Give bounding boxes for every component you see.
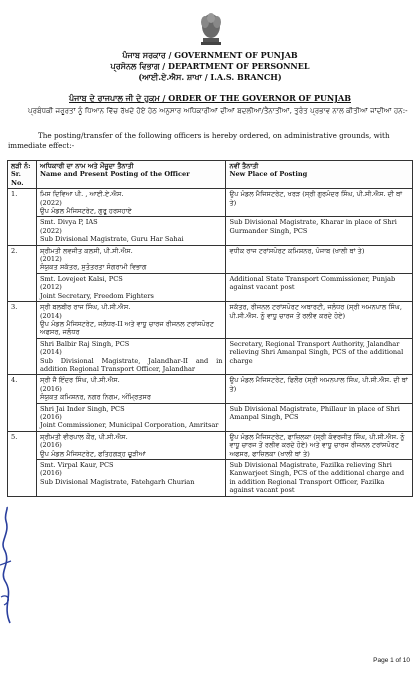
officer-batch: (2016) xyxy=(39,469,62,478)
cell-officer-punjabi xyxy=(36,375,226,403)
officer-present-post: ਉਪ ਮੰਡਲ ਮੈਜਿਸਟਰੇਟ, ਗੁਰੂ ਹਰਸਹਾਏ xyxy=(39,207,132,216)
table-row xyxy=(8,245,413,273)
table-row xyxy=(8,338,413,375)
cell-officer-english xyxy=(36,273,226,301)
header-department: ਪ੍ਰਸੋਨਲ ਵਿਭਾਗ / DEPARTMENT OF PERSONNEL xyxy=(110,61,310,71)
officer-present-post: Sub Divisional Magistrate, Jalandhar-II and in addition Regional Transport Officer, Jalandhar xyxy=(39,356,223,373)
officer-batch: (2012) xyxy=(39,255,62,264)
officer-name: ਸ੍ਰੀ ਬਲਬੀਰ ਰਾਜ ਸਿੰਘ, ਪੀ.ਸੀ.ਐਸ. xyxy=(39,303,131,312)
postings-table xyxy=(7,160,413,497)
cell-new-posting-english: Secretary, Regional Transport Authority, Jalandhar relieving Shri Amanpal Singh, PCS of the additional charge xyxy=(226,338,413,375)
officer-batch: (2014) xyxy=(39,311,62,320)
officer-batch: (2016) xyxy=(39,412,62,421)
cell-officer-punjabi xyxy=(36,189,226,217)
table-header-row xyxy=(8,161,413,189)
cell-sr-no: 4. xyxy=(8,375,37,431)
table-row xyxy=(8,189,413,217)
intro-punjabi: ਪ੍ਰਬੰਧਕੀ ਜਰੂਰਤਾਂ ਨੂੰ ਧਿਆਨ ਵਿੱਚ ਰੱਖਦੇ ਹੋਏ ਹੇਠ ਅਨੁਸਾਰ ਅਧਿਕਾਰੀਆਂ ਦੀਆਂ ਬਦਲੀਆਂ/ਤੈਨਾਤੀਆਂ, ਤੁਰੰਤ ਪ੍ਰਭਾਵ ਨਾਲ ਕੀਤੀਆਂ ਜਾਂਦੀਆਂ ਹਨ:- xyxy=(28,106,408,115)
cell-officer-english xyxy=(36,403,226,431)
header-sr-no xyxy=(8,161,37,189)
officer-present-post: Joint Commissioner, Municipal Corporation, Amritsar xyxy=(39,421,219,430)
officer-present-post: Sub Divisional Magistrate, Fatehgarh Churian xyxy=(39,477,195,486)
officer-name: Smt. Divya P, IAS xyxy=(39,218,98,227)
officer-present-post: ਉਪ ਮੰਡਲ ਮੈਜਿਸਟਰੇਟ, ਜਲੰਧਰ-II ਅਤੇ ਵਾਧੂ ਚਾਰਜ ਰੀਜਨਲ ਟਰਾਂਸਪੋਰਟ ਅਫਸਰ, ਜਲੰਧਰ xyxy=(39,319,214,337)
state-emblem-icon xyxy=(194,8,228,46)
cell-officer-english xyxy=(36,460,226,497)
header-officer xyxy=(36,161,226,189)
officer-batch: (2022) xyxy=(39,198,62,207)
cell-sr-no: 3. xyxy=(8,302,37,375)
cell-officer-punjabi xyxy=(36,245,226,273)
officer-present-post: ਸੰਯੁਕਤ ਸਕੱਤਰ, ਸੁਤੰਤਰਤਾ ਸੰਗਰਾਮੀ ਵਿਭਾਗ xyxy=(39,263,147,272)
officer-present-post: ਉਪ ਮੰਡਲ ਮੈਜਿਸਟਰੇਟ, ਫਤਿਹਗੜ੍ਹ ਚੂੜੀਆਂ xyxy=(39,449,146,458)
cell-officer-punjabi xyxy=(36,302,226,339)
cell-new-posting-english: Additional State Transport Commissioner, Punjab against vacant post xyxy=(226,273,413,301)
table-row xyxy=(8,273,413,301)
officer-batch: (2022) xyxy=(39,226,62,235)
officer-batch: (2016) xyxy=(39,384,62,393)
table-row xyxy=(8,302,413,339)
header-label: ਲੜੀ ਨੰ: xyxy=(11,162,31,170)
officer-name: ਸ੍ਰੀ ਜੈ ਇੰਦਰ ਸਿੰਘ, ਪੀ.ਸੀ.ਐਸ. xyxy=(39,376,120,385)
officer-name: ਸ਼੍ਰੀਮਤੀ ਲਵਜੀਤ ਕਲਸੀ, ਪੀ.ਸੀ.ਐਸ. xyxy=(39,246,133,255)
cell-sr-no: 2. xyxy=(8,245,37,301)
cell-new-posting-punjabi: ਉਪ ਮੰਡਲ ਮੈਜਿਸਟਰੇਟ, ਫਾਜ਼ਿਲਕਾ (ਸ੍ਰੀ ਕੰਵਰਜੀਤ ਸਿੰਘ, ਪੀ.ਸੀ.ਐਸ. ਨੂੰ ਵਾਧੂ ਚਾਰਜ ਤੋਂ ਰਲੀਵ ਕਰਦੇ ਹੋਏ) ਅਤੇ ਵਾਧੂ ਚਾਰਜ ਰੀਜਨਲ ਟਰਾਂਸਪੋਰਟ ਅਫਸਰ, ਫਾਜ਼ਿਲਕਾ (ਖਾਲੀ ਥਾਂ ਤੇ) xyxy=(226,431,413,459)
header-label: Sr. No. xyxy=(11,170,24,187)
cell-new-posting-punjabi: ਉਪ ਮੰਡਲ ਮੈਜਿਸਟਰੇਟ, ਖਰੜ (ਸ੍ਰੀ ਗੁਰਮੰਦਰ ਸਿੰਘ, ਪੀ.ਸੀ.ਐਸ. ਦੀ ਥਾਂ ਤੇ) xyxy=(226,189,413,217)
header-label: ਨਵੀਂ ਤੈਨਾਤੀ xyxy=(229,162,259,170)
cell-new-posting-english: Sub Divisional Magistrate, Kharar in place of Shri Gurmander Singh, PCS xyxy=(226,217,413,245)
officer-present-post: ਸੰਯੁਕਤ ਕਮਿਸ਼ਨਰ, ਨਗਰ ਨਿਗਮ, ਅੰਮ੍ਰਿਤਸਰ xyxy=(39,393,151,402)
cell-new-posting-punjabi: ਸਕੱਤਰ, ਰੀਜਨਲ ਟਰਾਂਸਪੋਰਟ ਅਥਾਰਟੀ, ਜਲੰਧਰ (ਸ੍ਰੀ ਅਮਨਪਾਲ ਸਿੰਘ, ਪੀ.ਸੀ.ਐਸ. ਨੂੰ ਵਾਧੂ ਚਾਰਜ ਤੋਂ ਰਲੀਵ ਕਰਦੇ ਹੋਏ) xyxy=(226,302,413,339)
cell-officer-english xyxy=(36,338,226,375)
header-label: ਅਧਿਕਾਰੀ ਦਾ ਨਾਮ ਅਤੇ ਮੌਜੂਦਾ ਤੈਨਾਤੀ xyxy=(39,162,134,170)
table-row xyxy=(8,403,413,431)
cell-sr-no: 5. xyxy=(8,431,37,496)
intro-english: The posting/transfer of the following officers is hereby ordered, on administrative grounds, with immediate effect:- xyxy=(8,131,390,150)
table-row xyxy=(8,375,413,403)
officer-present-post: Joint Secretary, Freedom Fighters xyxy=(39,291,154,300)
officer-name: Smt. Lovejeet Kalsi, PCS xyxy=(39,274,123,283)
table-row xyxy=(8,431,413,459)
cell-new-posting-punjabi: ਉਪ ਮੰਡਲ ਮੈਜਿਸਟਰੇਟ, ਫਿਲੌਰ (ਸ੍ਰੀ ਅਮਨਪਾਲ ਸਿੰਘ, ਪੀ.ਸੀ.ਐਸ. ਦੀ ਥਾਂ ਤੇ) xyxy=(226,375,413,403)
page-number: Page 1 of 10 xyxy=(373,657,410,664)
header-new-posting xyxy=(226,161,413,189)
cell-new-posting-english: Sub Divisional Magistrate, Phillaur in place of Shri Amanpal Singh, PCS xyxy=(226,403,413,431)
officer-name: Shri Balbir Raj Singh, PCS xyxy=(39,339,130,348)
header-label: Name and Present Posting of the Officer xyxy=(39,170,190,179)
header-government: ਪੰਜਾਬ ਸਰਕਾਰ / GOVERNMENT OF PUNJAB xyxy=(122,50,298,60)
table-row xyxy=(8,217,413,245)
header-branch: (ਆਈ.ਏ.ਐਸ. ਸ਼ਾਖਾ / I.A.S. BRANCH) xyxy=(138,72,282,82)
cell-officer-english xyxy=(36,217,226,245)
header-label: New Place of Posting xyxy=(229,170,308,179)
cell-new-posting-english: Sub Divisional Magistrate, Fazilka relieving Shri Kanwarjeet Singh, PCS of the additional charge and in addition Regional Transport Officer, Fazilka against vacant post xyxy=(226,460,413,497)
cell-sr-no: 1. xyxy=(8,189,37,245)
cell-officer-punjabi xyxy=(36,431,226,459)
officer-name: Smt. Virpal Kaur, PCS xyxy=(39,461,114,469)
table-row xyxy=(8,460,413,497)
officer-batch: (2016) xyxy=(39,441,62,450)
officer-present-post: Sub Divisional Magistrate, Guru Har Sahai xyxy=(39,235,184,244)
officer-batch: (2012) xyxy=(39,283,62,292)
officer-batch: (2014) xyxy=(39,348,62,357)
handwritten-signature xyxy=(0,505,18,625)
officer-name: Shri Jai Inder Singh, PCS xyxy=(39,404,125,413)
officer-name: ਸ਼੍ਰੀਮਤੀ ਵੀਰਪਾਲ ਕੌਰ, ਪੀ.ਸੀ.ਐਸ. xyxy=(39,432,128,441)
cell-new-posting-punjabi: ਵਧੀਕ ਰਾਜ ਟਰਾਂਸਪੋਰਟ ਕਮਿਸ਼ਨਰ, ਪੰਜਾਬ (ਖਾਲੀ ਥਾਂ ਤੇ) xyxy=(226,245,413,273)
officer-name: ਮਿਸ ਦਿਵਿਆ ਪੀ. , ਆਈ.ਏ.ਐਸ. xyxy=(39,190,124,199)
order-title: ਪੰਜਾਬ ਦੇ ਰਾਜਪਾਲ ਜੀ ਦੇ ਹੁਕਮ / ORDER OF THE GOVERNOR OF PUNJAB xyxy=(69,93,351,103)
